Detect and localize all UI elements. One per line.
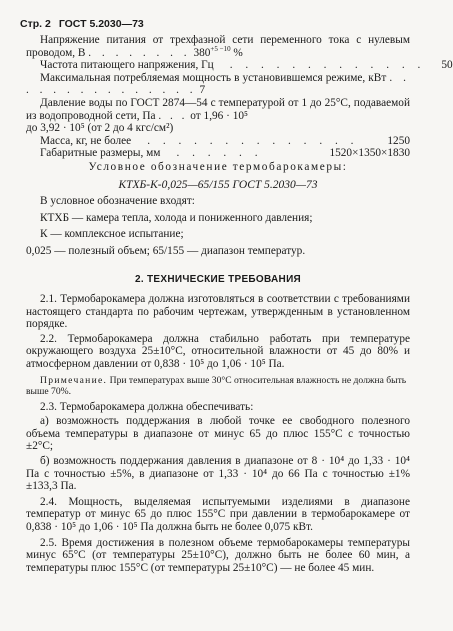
spec-pressure-cont: до 3,92 · 10⁵ (от 2 до 4 кгс/см²) (26, 122, 174, 135)
clause-2-1: 2.1. Термобарокамера должна изготовляться в соответствии с требованиями настоящего стандарта по рабочим чертежам, утвержденным в установленном порядке. (26, 293, 410, 331)
spec-dimensions: Габаритные размеры, мм . . . . . . 1520×1350×1830 (26, 147, 410, 160)
page-header (20, 18, 144, 30)
spec-dimensions-value: 1520×1350×1830 (329, 147, 410, 160)
spec-pressure-value: от 1,96 · 10⁵ (190, 109, 248, 122)
spec-power: Максимальная потребляемая мощность в установившемся режиме, кВт . . . . . . . . . . . . . . . 7 (26, 71, 410, 97)
spec-voltage-unit: % (230, 46, 243, 59)
designation-heading: Условное обозначение термобарокамеры: (88, 160, 348, 173)
clause-2-2: 2.2. Термобарокамера должна стабильно работать при температуре окружающего воздуха 25±10°С, относительной влажности от 45 до 80% и атмосферном давлении от 0,838 · 10⁵ до 1,06 · 10⁵ Па. (26, 332, 410, 371)
spec-frequency-label: Частота питающего напряжения, Гц (40, 59, 214, 72)
document-body (26, 34, 453, 574)
clause-2-5: 2.5. Время достижения в полезном объеме термобарокамеры температуры минус 65°С (от температуры 25±10°С), должно быть не более 60 мин, а температуры плюс 155°С (от температуры 25±10°С) — не более 45 мин. (26, 536, 410, 574)
designation-model: КТХБ-К-0,025—65/155 ГОСТ 5.2030—73 (118, 178, 318, 191)
spec-mass: Масса, кг, не более . . . . . . . . . . . . . . 1250 (26, 135, 410, 148)
spec-frequency-value: 50 (441, 59, 453, 72)
note (26, 375, 410, 397)
spec-pressure-label: Давление воды по ГОСТ 2874—54 с температурой от 1 до 25°С, подаваемой из водопроводной сети, Па (26, 96, 410, 122)
page-number: Стр. 2 (20, 18, 51, 30)
spec-voltage-tolerance: +5 −10 (210, 44, 231, 53)
clause-2-3-b: б) возможность поддержания давления в диапазоне от 8 · 10⁴ до 1,33 · 10⁴ Па с точностью ±5%, в диапазоне от 1,33 · 10⁴ до 66 Па с точностью ±1% ±133,3 Па. (26, 455, 410, 493)
note-text: При температурах выше 30°С относительная влажность не должна быть выше 70%. (26, 374, 407, 397)
designation-intro: В условное обозначение входят: (40, 195, 195, 208)
note-label: Примечание. (40, 374, 108, 386)
designation-item-ktxb: КТХБ — камера тепла, холода и пониженного давления; (40, 211, 313, 224)
spec-dimensions-label: Габаритные размеры, мм (40, 147, 161, 160)
spec-pressure: Давление воды по ГОСТ 2874—54 с температурой от 1 до 25°С, подаваемой из водопроводной сети, Па . . . от 1,96 · 10⁵ (26, 96, 410, 122)
spec-mass-label: Масса, кг, не более (40, 134, 132, 147)
designation-item-k: К — комплексное испытание; (40, 228, 184, 241)
spec-power-label: Максимальная потребляемая мощность в установившемся режиме, кВт (40, 71, 387, 84)
clause-2-3-a: а) возможность поддержания в любой точке ее свободного полезного объема температуры в диапазоне от минус 65 до плюс 155°С с точностью ±2°С; (26, 415, 410, 453)
spec-mass-value: 1250 (387, 134, 410, 147)
clause-2-4: 2.4. Мощность, выделяемая испытуемыми изделиями в диапазоне температур от минус 65 до плюс 155°С при давлении в термобарокамере от 0,838 · 10⁵ до 1,06 · 10⁵ Па должна быть не более 0,075 кВт. (26, 495, 410, 533)
spec-voltage: Напряжение питания от трехфазной сети переменного тока с нулевым проводом, В . . . . . . . . $380^{+5 -10}$ % (26, 34, 410, 59)
spec-voltage-value: 380 (193, 46, 211, 59)
clause-2-3: 2.3. Термобарокамера должна обеспечивать: (40, 400, 254, 413)
spec-voltage-label: Напряжение питания от трехфазной сети переменного тока с нулевым проводом, В (26, 34, 410, 59)
designation-item-volume: 0,025 — полезный объем; 65/155 — диапазон температур. (26, 244, 306, 257)
spec-frequency: Частота питающего напряжения, Гц . . . . . . . . . . . . . 50 (26, 59, 410, 72)
spec-power-value: 7 (199, 84, 206, 97)
section-title: 2. ТЕХНИЧЕСКИЕ ТРЕБОВАНИЯ (134, 273, 302, 285)
standard-code: ГОСТ 5.2030—73 (58, 18, 144, 30)
